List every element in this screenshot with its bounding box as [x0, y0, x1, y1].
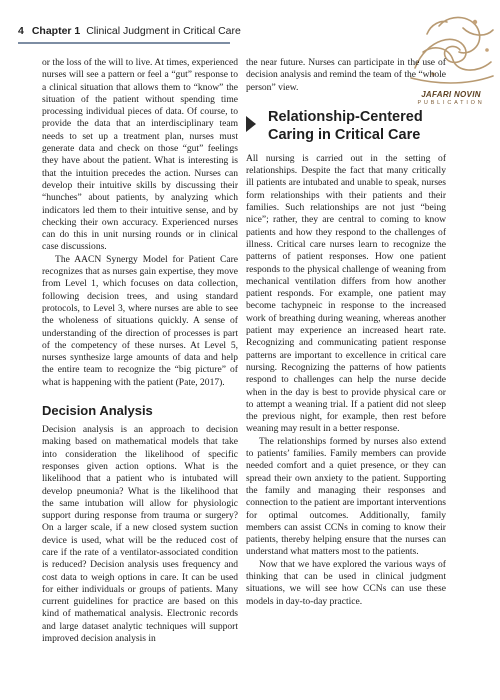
left-paragraph-1: or the loss of the will to live. At times, experienced nurses will see a pattern or feel a “gut” response to a clinical situation that allows them to “know” the situation of the patient without spending time processing individual pieces of data. Of course, to provide the data that an interdisciplinary team needs to set up a treatment plan, nurses must generate data and check on those “gut” feelings they have about the patient. What is interesting is that the intuition precedes the action. Nurses can develop their intuitive skills by discussing their “hunches” about patients, by analyzing which indicators led them to their intuitive sense, and by checking their own accuracy. Experienced nurses can do this in unit nursing rounds or in clinical case discussions. [42, 57, 238, 253]
section-heading-text: Relationship-Centered Caring in Critical Care [268, 108, 423, 143]
section-heading-decision-analysis: Decision Analysis [42, 403, 153, 419]
right-column [246, 57, 446, 608]
page-number: 4 [18, 25, 24, 37]
right-paragraph-4: Now that we have explored the various ways of thinking that can be used in clinical judgment situations, we will see how CCNs can use these models in day-to-day practice. [246, 558, 446, 607]
left-paragraph-3: Decision analysis is an approach to decision making based on mathematical models that take into consideration the likelihood of specific responses given action options. What is the likelihood that a patient who is intubated will develop pneumonia? What is the likelihood that the same intubation will allow for physiologic support during response from trauma or surgery? On a larger scale, if a new closed system suction device is used, what will be the reduced cost of care if the rate of a ventilator-associated condition is reduced? Decision analysis uses frequency and cost data to weigh options in care. It can be used for either individuals or groups of patients. Many current guidelines for practice are based on this kind of mathematical analysis. Electronic records and large dataset analytic techniques will support improved decision analysis in [42, 424, 238, 645]
left-column [42, 57, 238, 645]
right-paragraph-2: All nursing is carried out in the setting of relationships. Despite the fact that many critically ill patients are intubated and unable to speak, nurses form relationships with their patients and their families. Such relationships are not just “being nice”; rather, they are central to coming to know patients and how they respond to the challenges of illness. Critical care nurses learn to recognize the patterns of patient responses. How one patient responds to the physical challenge of weaning from mechanical ventilation differs from how another patient responds. For example, one patient may become tachypneic in response to the increased work of breathing during weaning, whereas another patient may experience an increased heart rate. Recognizing and communicating patient response patterns are important to excellence in critical care nursing. Recognizing the patterns of how patients respond to challenges can help the nurse decide when in the day is best to provide physical care or to attempt a weaning trial. If a patient did not sleep the previous night, for example, then rest before weaning may result in a better response. [246, 152, 446, 435]
heading-triangle-icon [246, 116, 256, 132]
publisher-tagline: PUBLICATION [417, 100, 485, 106]
chapter-title: Clinical Judgment in Critical Care [86, 25, 241, 37]
section-heading-relationship-centered [246, 108, 446, 144]
running-header [18, 22, 241, 44]
left-paragraph-2: The AACN Synergy Model for Patient Care recognizes that as nurses gain expertise, they move from Level 1, which focuses on data collection, following decision trees, and using standard protocols, to Level 3, where nurses are able to see the wholeness of situations quickly. A sense of understanding of the direction of processes is part of the competency of these nurses. At Level 5, nurses synthesize large amounts of data and help the entire team to recognize the “big picture” of what is happening with the patient (Pate, 2017). [42, 253, 238, 388]
right-paragraph-3: The relationships formed by nurses also extend to patients’ families. Family members can provide needed comfort and a quiet presence, or they can spread their own anxiety to the patient. Supporting the family and managing their responses and connection to the patient are important interventions for optimal outcomes. Additionally, family members can assist CCNs in coming to know their patients, thereby helping ensure that the nurses can understand what matters most to the patients. [246, 435, 446, 558]
chapter-label: Chapter 1 [31, 25, 81, 37]
publisher-name: JAFARI NOVIN [421, 90, 481, 99]
right-paragraph-1: the near future. Nurses can participate in the use of decision analysis and remind the team of the “whole person” view. [246, 57, 446, 93]
